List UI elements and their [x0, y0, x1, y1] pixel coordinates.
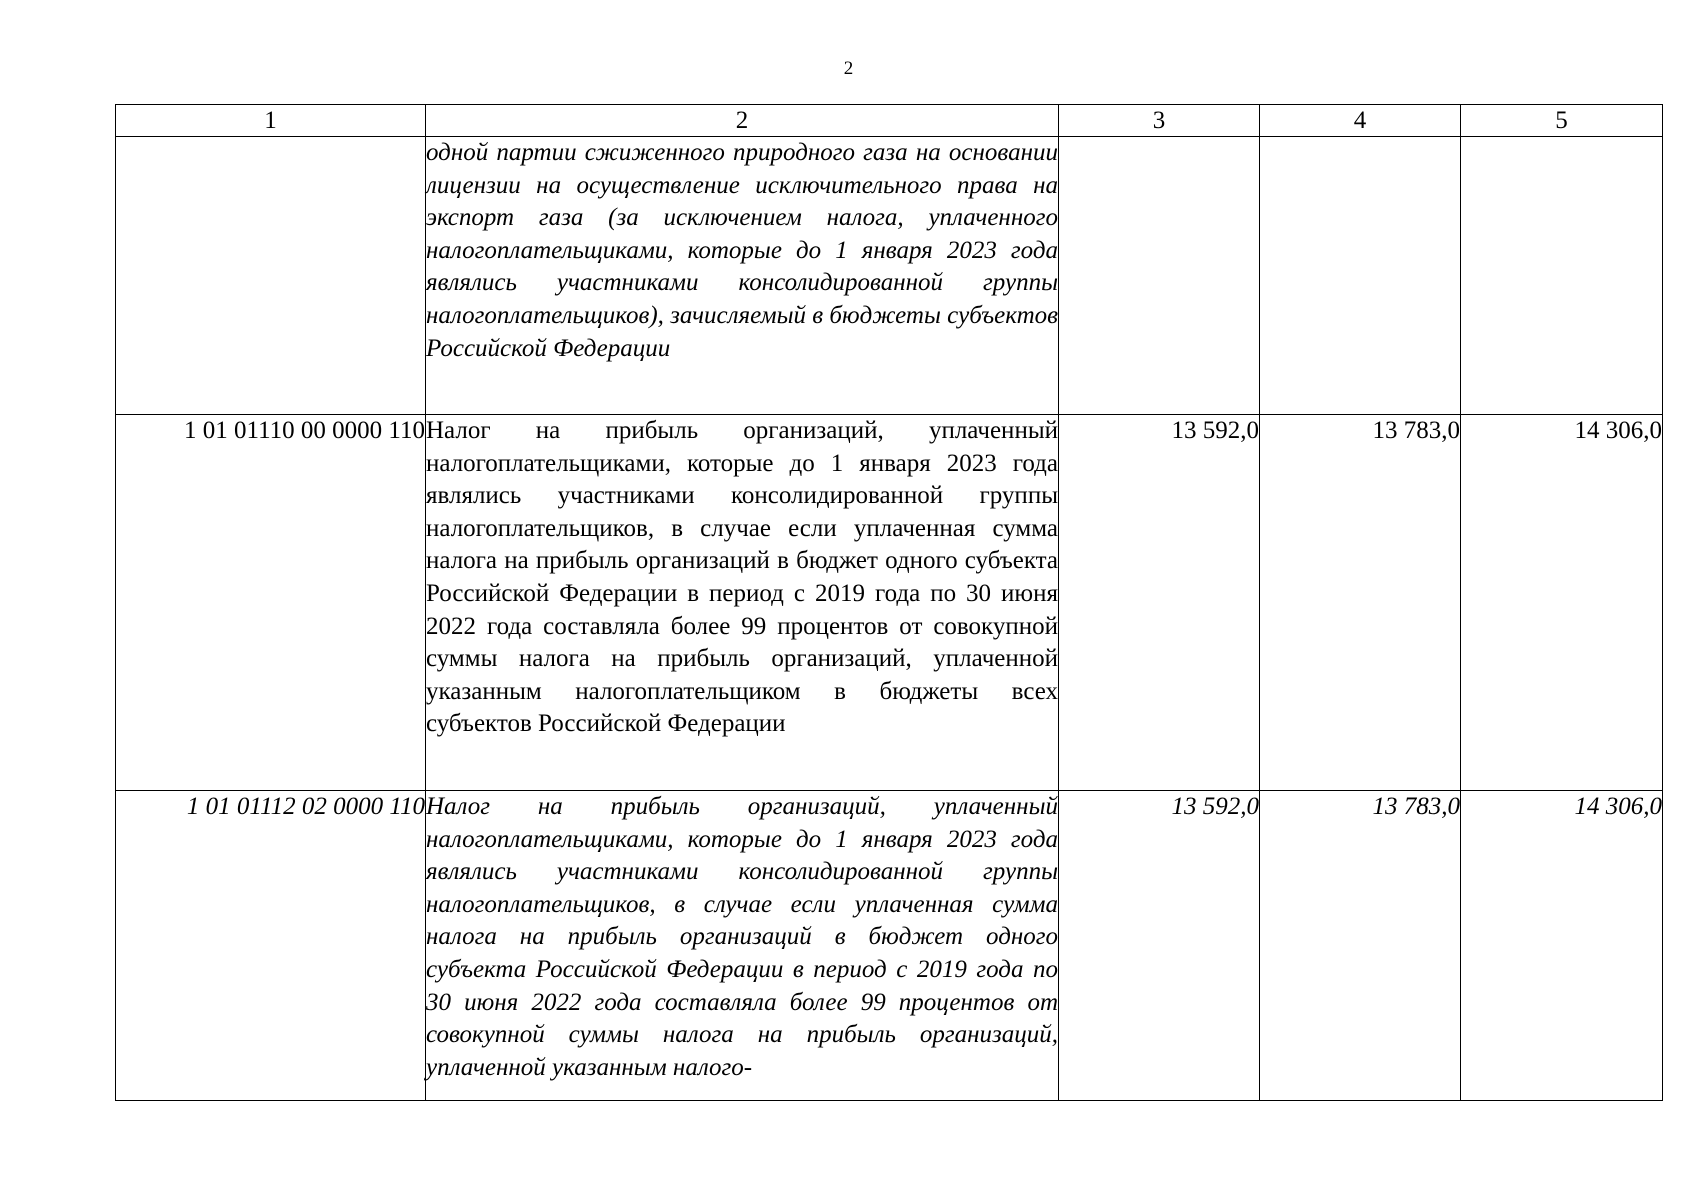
revenue-name-text: одной партии сжиженного природного газа на основании лицензии на осуществление исключительного права на экспорт газа (за исключением налога, уплаченного налогоплательщиками, которые до 1 января 2023 года являлись участниками консолидированной группы налогоплательщиков), зачисляемый в бюджеты субъектов Российской Федерации — [426, 139, 1058, 362]
column-header-5: 5 — [1461, 105, 1663, 137]
budget-code-cell — [116, 137, 426, 415]
revenue-name-text: Налог на прибыль организаций, уплаченный налогоплательщиками, которые до 1 января 2023 года являлись участниками консолидированной группы налогоплательщиков, в случае если уплаченная сумма налога на прибыль организаций в бюджет одного субъекта Российской Федерации в период с 2019 года по 30 июня 2022 года составляла более 99 процентов от совокупной суммы налога на прибыль организаций, уплаченной указанным налогоплательщиком в бюджеты всех субъектов Российской Федерации — [426, 417, 1058, 738]
amount-cell-col5 — [1461, 137, 1663, 415]
budget-code-cell: 1 01 01110 00 0000 110 — [116, 415, 426, 791]
table-row — [116, 791, 1663, 1101]
table-header-row — [116, 105, 1663, 137]
amount-cell-col4: 13 783,0 — [1260, 415, 1461, 791]
column-header-3: 3 — [1059, 105, 1260, 137]
page-number: 2 — [843, 58, 854, 79]
revenue-name-cell — [426, 137, 1059, 415]
column-header-1: 1 — [116, 105, 426, 137]
amount-cell-col3 — [1059, 137, 1260, 415]
revenue-name-cell — [426, 415, 1059, 791]
table-row — [116, 415, 1663, 791]
amount-cell-col5: 14 306,0 — [1461, 791, 1663, 1101]
budget-revenue-table — [115, 104, 1663, 1101]
revenue-name-cell — [426, 791, 1059, 1101]
revenue-name-text: Налог на прибыль организаций, уплаченный налогоплательщиками, которые до 1 января 2023 года являлись участниками консолидированной группы налогоплательщиков, в случае если уплаченная сумма налога на прибыль организаций в бюджет одного субъекта Российской Федерации в период с 2019 года по 30 июня 2022 года составляла более 99 процентов от совокупной суммы налога на прибыль организаций, уплаченной указанным налого- — [426, 793, 1058, 1081]
amount-cell-col4: 13 783,0 — [1260, 791, 1461, 1101]
column-header-4: 4 — [1260, 105, 1461, 137]
amount-cell-col4 — [1260, 137, 1461, 415]
column-header-2: 2 — [426, 105, 1059, 137]
amount-cell-col3: 13 592,0 — [1059, 791, 1260, 1101]
table-row — [116, 137, 1663, 415]
amount-cell-col3: 13 592,0 — [1059, 415, 1260, 791]
budget-code-cell: 1 01 01112 02 0000 110 — [116, 791, 426, 1101]
amount-cell-col5: 14 306,0 — [1461, 415, 1663, 791]
